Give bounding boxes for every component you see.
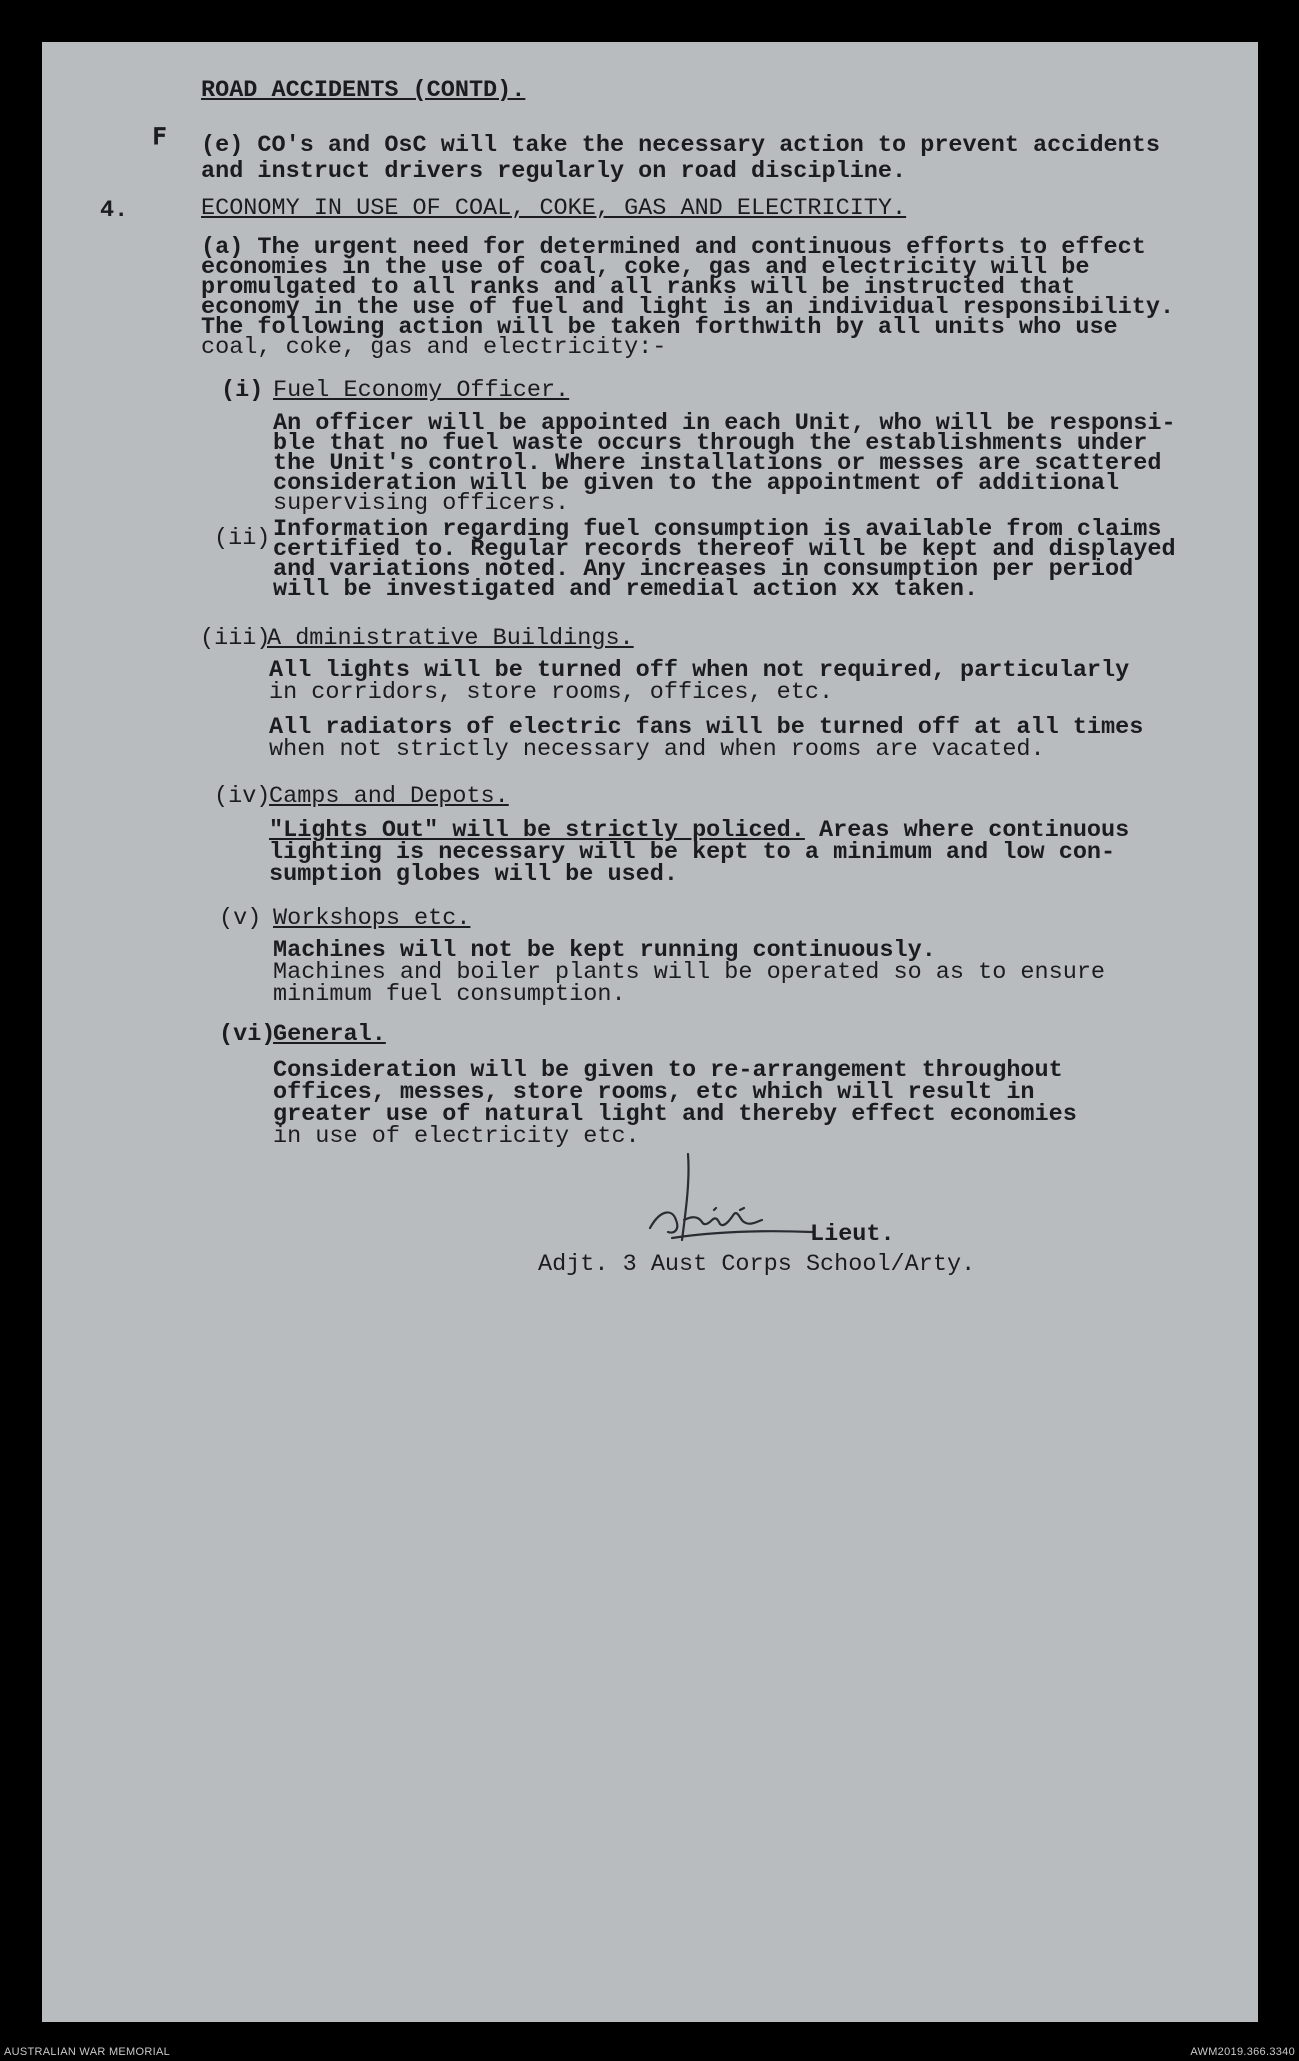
item-v-line-3: minimum fuel consumption. [273, 981, 626, 1008]
item-iii-line-2: in corridors, store rooms, offices, etc. [269, 679, 834, 706]
footer-right-label: AWM2019.366.3340 [1190, 2046, 1295, 2058]
item-iii-line-3: All radiators of electric fans will be turned off at all times [269, 714, 1144, 741]
item-ii-line-3: and variations noted. Any increases in consumption per period [273, 556, 1134, 583]
item-i-line-4: consideration will be given to the appointment of additional [273, 470, 1120, 497]
ink-mark: ꜰ [152, 120, 167, 154]
page-heading: ROAD ACCIDENTS (CONTD). [201, 77, 526, 104]
item-vi-line-3: greater use of natural light and thereby effect economies [273, 1101, 1077, 1128]
item-v-line-1: Machines will not be kept running continuously. [273, 937, 936, 964]
item-i-line-5: supervising officers. [273, 490, 570, 517]
item-iv-label: (iv) [214, 783, 271, 810]
item-iii-label: (iii) [200, 625, 271, 652]
item-i-line-1: An officer will be appointed in each Unit, who will be responsi- [273, 410, 1176, 437]
item-v-title: Workshops etc. [273, 905, 471, 932]
intro-line-2: economies in the use of coal, coke, gas and electricity will be [201, 254, 1090, 281]
item-iv-line-3: sumption globes will be used. [269, 861, 678, 888]
item-i-line-2: ble that no fuel waste occurs through the establishments under [273, 430, 1148, 457]
item-ii-line-2: certified to. Regular records thereof will be kept and displayed [273, 536, 1176, 563]
intro-line-6: coal, coke, gas and electricity:- [201, 334, 667, 361]
item-ii-line-4: will be investigated and remedial action xx taken. [273, 576, 979, 603]
document-sheet [42, 42, 1258, 2022]
item-e-line-2: and instruct drivers regularly on road discipline. [201, 158, 907, 185]
item-e-line-1: (e) CO's and OsC will take the necessary action to prevent accidents [201, 132, 1160, 159]
footer-left-label: AUSTRALIAN WAR MEMORIAL [4, 2046, 171, 2058]
item-v-line-2: Machines and boiler plants will be operated so as to ensure [273, 959, 1106, 986]
item-iii-line-4: when not strictly necessary and when rooms are vacated. [269, 736, 1045, 763]
intro-line-1: (a) The urgent need for determined and continuous efforts to effect [201, 234, 1146, 261]
item-i-line-3: the Unit's control. Where installations or messes are scattered [273, 450, 1162, 477]
item-v-label: (v) [219, 905, 262, 932]
signature-appointment: Adjt. 3 Aust Corps School/Arty. [538, 1251, 976, 1278]
item-vi-line-1: Consideration will be given to re-arrangement throughout [273, 1057, 1063, 1084]
item-iii-title: A dministrative Buildings. [267, 625, 634, 652]
item-vi-line-2: offices, messes, store rooms, etc which will result in [273, 1079, 1035, 1106]
item-i-title: Fuel Economy Officer. [273, 377, 570, 404]
section-title: ECONOMY IN USE OF COAL, COKE, GAS AND ELECTRICITY. [201, 195, 907, 222]
intro-line-4: economy in the use of fuel and light is an individual responsibility. [201, 294, 1175, 321]
signature-rank: Lieut. [810, 1221, 895, 1248]
section-number: 4. [100, 197, 129, 224]
item-iv-rest: Areas where continuous [804, 817, 1130, 844]
item-ii-label: (ii) [214, 525, 271, 552]
item-ii-line-1: Information regarding fuel consumption is available from claims [273, 516, 1162, 543]
item-i-label: (i) [221, 377, 264, 404]
item-vi-title: General. [273, 1021, 386, 1048]
item-iv-title: Camps and Depots. [269, 783, 509, 810]
item-iv-line-2: lighting is necessary will be kept to a minimum and low con- [269, 839, 1116, 866]
item-vi-line-4: in use of electricity etc. [273, 1123, 640, 1150]
item-vi-label: (vi) [219, 1021, 276, 1048]
intro-line-5: The following action will be taken forthwith by all units who use [201, 314, 1118, 341]
item-iii-line-1: All lights will be turned off when not required, particularly [269, 657, 1130, 684]
item-iv-lead: "Lights Out" will be strictly policed. [269, 817, 805, 844]
intro-line-3: promulgated to all ranks and all ranks will be instructed that [201, 274, 1076, 301]
